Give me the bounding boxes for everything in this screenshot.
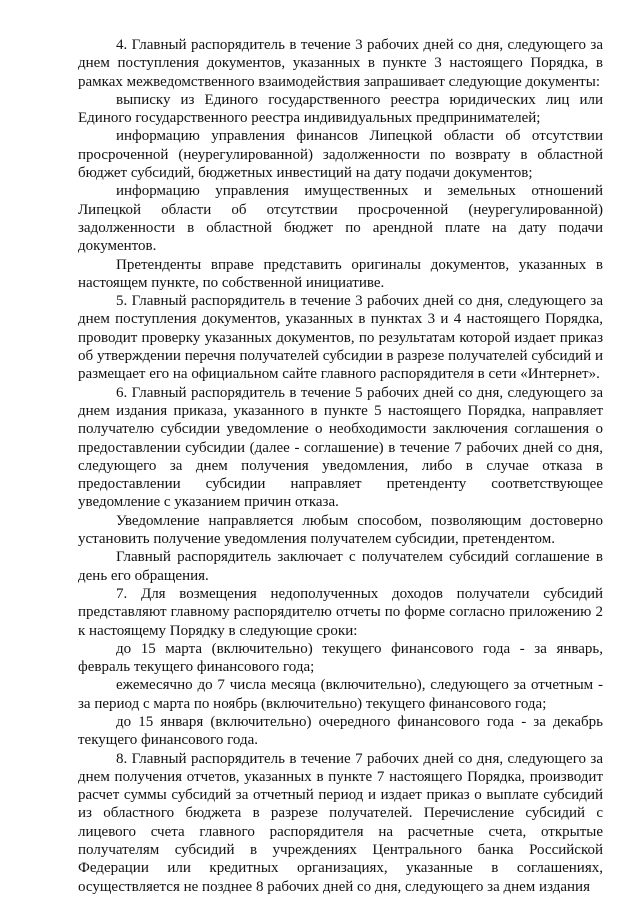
paragraph-finance-info: информацию управления финансов Липецкой области об отсутствии просроченной (неурегулированной) задолженности по возврату в областной бюджет субсидий, бюджетных инвестиций на дату подачи документов; bbox=[78, 128, 603, 182]
paragraph-deadline-march: до 15 марта (включительно) текущего финансового года - за январь, февраль текущего финансового года; bbox=[78, 640, 603, 676]
document-body bbox=[78, 36, 603, 896]
paragraph-4-intro: 4. Главный распорядитель в течение 3 рабочих дней со дня, следующего за днем поступления документов, указанных в пункте 3 настоящего Порядка, в рамках межведомственного взаимодействия запрашивает следующие документы: bbox=[78, 37, 603, 90]
paragraph-7: 7. Для возмещения недополученных доходов получатели субсидий представляют главному распорядителю отчеты по форме согласно приложению 2 к настоящему Порядку в следующие сроки: bbox=[78, 585, 603, 639]
paragraph-agreement: Главный распорядитель заключает с получателем субсидий соглашение в день его обращения. bbox=[78, 549, 603, 584]
paragraph-property-info: информацию управления имущественных и земельных отношений Липецкой области об отсутствии просроченной (неурегулированной) задолженности в областной бюджет по арендной плате на дату подачи документов. bbox=[78, 183, 603, 255]
paragraph-5: 5. Главный распорядитель в течение 3 рабочих дней со дня, следующего за днем поступления документов, указанных в пунктах 3 и 4 настоящего Порядка, проводит проверку указанных документов, по результатам которой издает приказ об утверждении перечня получателей субсидии в разрезе получателей субсидий и размещает его на официальном сайте главного распорядителя в сети «Интернет». bbox=[78, 293, 603, 383]
paragraph-deadline-january: до 15 января (включительно) очередного финансового года - за декабрь текущего финансового года. bbox=[78, 713, 603, 749]
paragraph-deadline-monthly: ежемесячно до 7 числа месяца (включительно), следующего за отчетным - за период с марта по ноябрь (включительно) текущего финансового года; bbox=[78, 677, 603, 712]
paragraph-6: 6. Главный распорядитель в течение 5 рабочих дней со дня, следующего за днем издания приказа, указанного в пункте 5 настоящего Порядка, направляет получателю субсидии уведомление о необходимости заключения соглашения о предоставлении субсидии (далее - соглашение) в течение 7 рабочих дней со дня, следующего за днем получения уведомления, либо в случае отказа в предоставлении субсидии направляет претенденту соответствующее уведомление с указанием причин отказа. bbox=[78, 384, 603, 511]
paragraph-egrul-extract: выписку из Единого государственного реестра юридических лиц или Единого государственного реестра индивидуальных предпринимателей; bbox=[78, 91, 603, 127]
paragraph-notification: Уведомление направляется любым способом, позволяющим достоверно установить получение уведомления получателем субсидии, претендентом. bbox=[78, 512, 603, 548]
paragraph-8: 8. Главный распорядитель в течение 7 рабочих дней со дня, следующего за днем получения отчетов, указанных в пункте 7 настоящего Порядка, производит расчет суммы субсидий за отчетный период и издает приказ о выплате субсидий из областного бюджета в разрезе получателей. Перечисление субсидий с лицевого счета главного распорядителя на расчетные счета, открытые получателям субсидий в учреждениях Центрального банка Российской Федерации или кредитных организациях, указанные в соглашениях, осуществляется не позднее 8 рабочих дней со дня, следующего за днем издания bbox=[78, 750, 603, 895]
paragraph-originals: Претенденты вправе представить оригиналы документов, указанных в настоящем пункте, по собственной инициативе. bbox=[78, 256, 603, 291]
